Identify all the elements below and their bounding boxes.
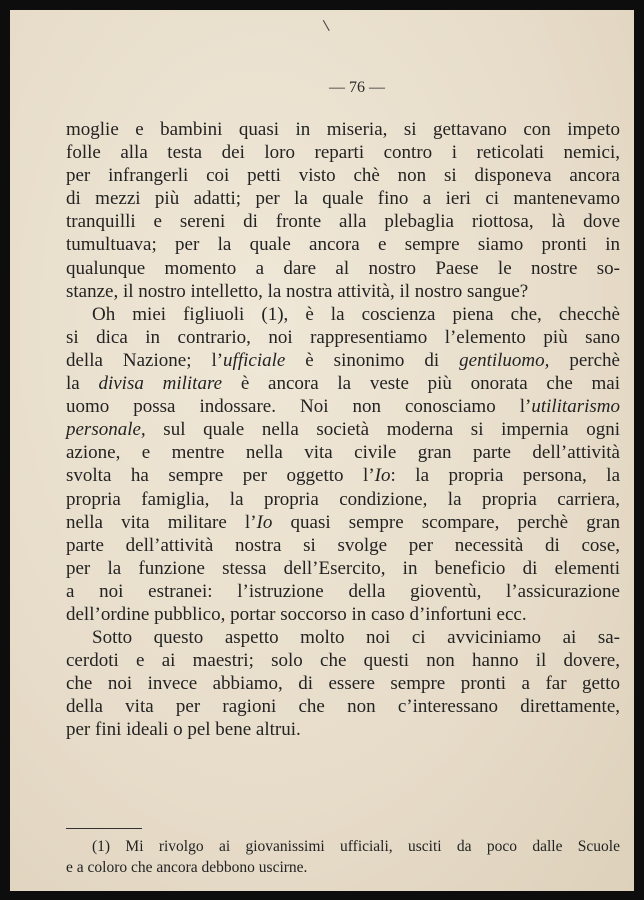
text-line: si dica in contrario, noi rappresentiamo l’elemento più sano [66,326,620,348]
text-line: svolta ha sempre per oggetto l’Io: la propria persona, la [66,465,621,487]
italic-gentiluomo: gentiluomo, [459,349,550,371]
text-line: tranquilli e sereni di fronte alla plebaglia riottosa, là dove [66,211,620,233]
text-line: nella vita militare l’Io quasi sempre scompare, perchè gran [66,511,620,533]
text-line: che noi invece abbiamo, di essere sempre pronti a far getto [66,673,620,695]
page-number: — 76 — [329,79,385,96]
text-line: Sotto questo aspetto molto noi ci avviciniamo ai sa- [92,627,620,649]
text-line: per la funzione stessa dell’Esercito, in beneficio di elementi [66,557,620,579]
text-line: qualunque momento a dare al nostro Paese le nostre so- [66,257,620,279]
footnote-line: e a coloro che ancora debbono uscirne. [66,859,308,876]
italic-ufficiale: ufficiale [223,349,286,371]
text-line: a noi estranei: l’istruzione della gioventù, l’assicurazione [66,580,620,602]
footnote-line: (1) Mi rivolgo ai giovanissimi ufficiali, usciti da poco dalle Scuole [92,838,620,855]
text-line: moglie e bambini quasi in miseria, si gettavano con impeto [66,119,620,140]
italic-io: Io [256,511,273,533]
text-line: dell’ordine pubblico, portar soccorso in caso d’infortuni ecc. [66,603,527,625]
italic-divisa-militare: divisa militare [98,373,223,395]
text-line: stanze, il nostro intelletto, la nostra attività, il nostro sangue? [66,280,529,302]
text-line: della Nazione; l’ufficiale è sinonimo di gentiluomo, perchè [66,349,620,371]
italic-io: Io [374,465,391,487]
text-line: per infrangerli coi petti visto chè non si disponeva ancora [66,165,620,187]
text-line: della vita per ragioni che non c’interessano direttamente, [66,696,620,718]
ink-mark: \ [322,17,331,35]
text-line: tumultuava; per la quale ancora e sempre siamo pronti in [66,234,620,256]
text-line: per fini ideali o pel bene altrui. [66,719,301,741]
text-line: Oh miei figliuoli (1), è la coscienza piena che, checchè [92,303,620,325]
text-line: propria famiglia, la propria condizione, la propria carriera, [66,488,620,510]
text-line: folle alla testa dei loro reparti contro i reticolati nemici, [66,142,620,164]
text-line: personale, sul quale nella società moderna si impernia ogni [66,419,620,441]
text-line: la divisa militare è ancora la veste più onorata che mai [66,373,621,395]
text-line: cerdoti e ai maestri; solo che questi non hanno il dovere, [66,650,620,672]
italic-utilitarismo: utilitarismo [531,396,620,418]
footnote-divider [66,828,142,829]
book-page [10,10,634,891]
text-line: azione, e mentre nella vita civile gran parte dell’attività [66,442,620,464]
italic-personale: personale, [66,419,146,441]
text-line: uomo possa indossare. Noi non conosciamo l’utilitarismo [66,396,620,418]
body-text [66,118,620,742]
text-line: di mezzi più adatti; per la quale fino a ieri ci mantenevamo [66,188,620,210]
footnote [66,836,620,878]
text-line: parte dell’attività nostra si svolge per necessità di cose, [66,534,620,556]
